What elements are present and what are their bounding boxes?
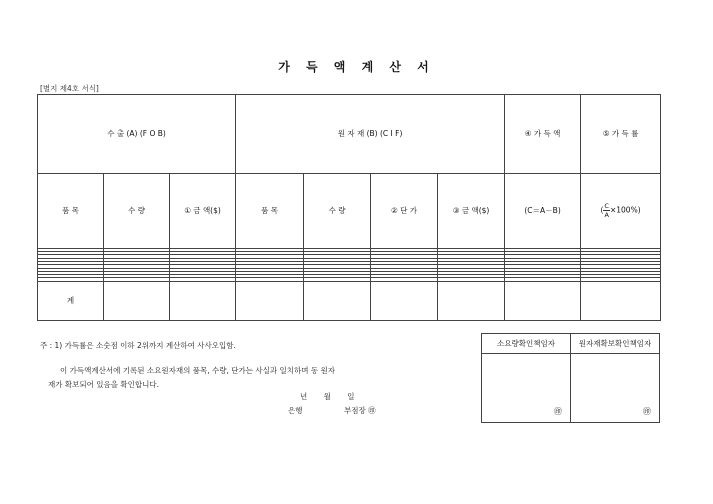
table-cell[interactable] bbox=[170, 281, 236, 320]
branch-manager-label: 부점장 ㊞ bbox=[344, 406, 376, 415]
table-cell[interactable] bbox=[371, 281, 438, 320]
material-confirmer-sign-box[interactable] bbox=[571, 354, 660, 423]
form-label: [별지 제4호 서식] bbox=[40, 84, 99, 93]
seal-mark: ㊞ bbox=[643, 407, 651, 416]
confirmation-line-1: 이 가득액계산서에 기록된 소요원자재의 품목, 수량, 단가는 사실과 일치하며 동 원자 bbox=[60, 366, 335, 375]
net-formula: (C＝A－B) bbox=[505, 173, 581, 248]
rate-formula bbox=[581, 173, 661, 248]
raw-amount-header: ③ 금 액($) bbox=[438, 173, 505, 248]
rate-numerator: C bbox=[604, 202, 609, 211]
total-label: 계 bbox=[38, 281, 104, 320]
table-cell[interactable] bbox=[104, 281, 170, 320]
material-confirmer-header: 원자재확보확인책임자 bbox=[571, 334, 660, 354]
table-cell[interactable] bbox=[236, 281, 304, 320]
export-header: 수 출 (A) (F O B) bbox=[38, 95, 236, 174]
rate-formula-close: ×100%) bbox=[609, 205, 641, 215]
footnote: 주 : 1) 가득률은 소숫점 이하 2위까지 계산하여 사사오입함. bbox=[40, 341, 236, 350]
quantity-confirmer-sign-box[interactable] bbox=[482, 354, 571, 423]
export-item-header: 품 목 bbox=[38, 173, 104, 248]
quantity-confirmer-header: 소요량확인책임자 bbox=[482, 334, 571, 354]
calculation-table bbox=[37, 94, 661, 321]
date-line: 년 월 일 bbox=[300, 392, 355, 401]
signature-table bbox=[481, 333, 660, 423]
total-row bbox=[38, 281, 661, 320]
table-cell[interactable] bbox=[505, 281, 581, 320]
export-amount-header: ① 금 액($) bbox=[170, 173, 236, 248]
export-qty-header: 수 량 bbox=[104, 173, 170, 248]
bank-label: 은행 bbox=[288, 406, 303, 415]
table-cell[interactable] bbox=[581, 281, 661, 320]
raw-item-header: 품 목 bbox=[236, 173, 304, 248]
net-earnings-header: ④ 가 득 액 bbox=[505, 95, 581, 174]
raw-unit-price-header: ② 단 가 bbox=[371, 173, 438, 248]
table-cell[interactable] bbox=[438, 281, 505, 320]
rate-denominator: A bbox=[604, 211, 609, 220]
seal-mark: ㊞ bbox=[554, 407, 562, 416]
rate-formula-open: ( bbox=[600, 205, 604, 215]
confirmation-line-2: 재가 확보되어 있음을 확인합니다. bbox=[48, 380, 159, 389]
earnings-rate-header: ⑤ 가 득 률 bbox=[581, 95, 661, 174]
table-cell[interactable] bbox=[304, 281, 371, 320]
document-title: 가 득 액 계 산 서 bbox=[278, 60, 435, 74]
raw-material-header: 원 자 재 (B) (C I F) bbox=[236, 95, 505, 174]
raw-qty-header: 수 량 bbox=[304, 173, 371, 248]
